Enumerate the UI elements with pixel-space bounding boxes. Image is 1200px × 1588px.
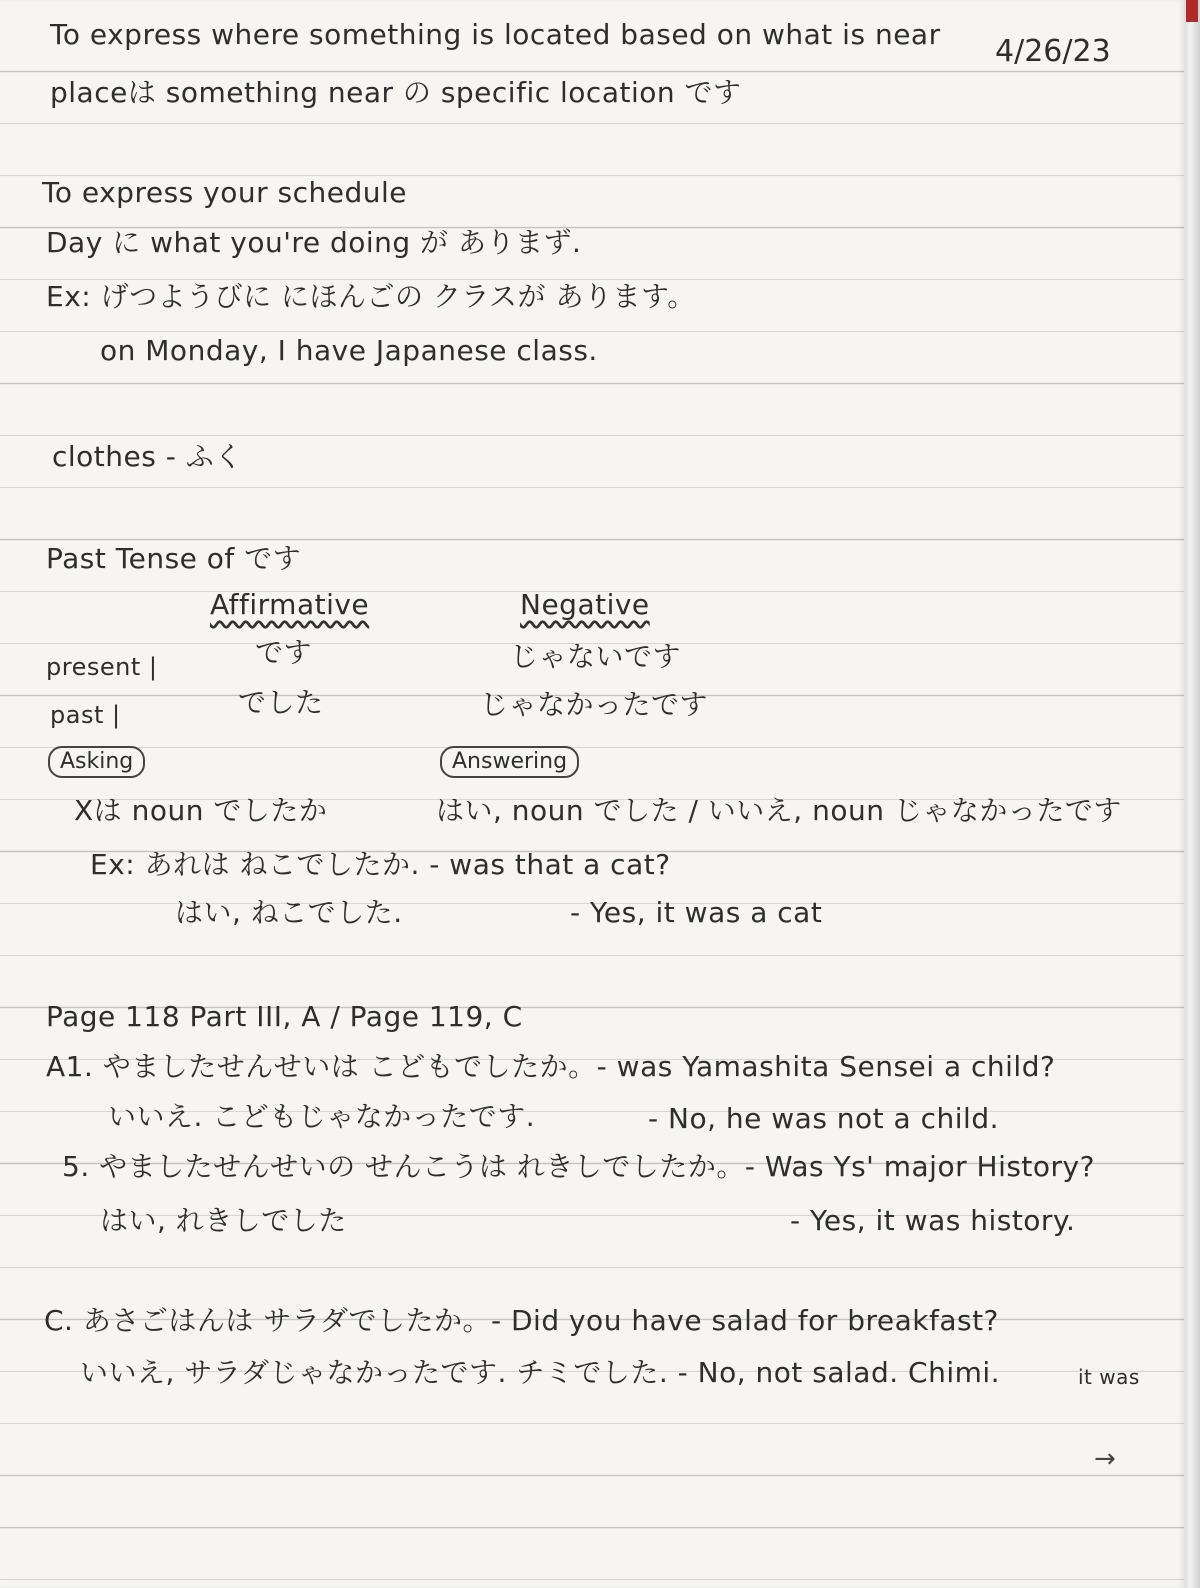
- past-label: past |: [50, 701, 121, 729]
- affirmative-heading: Affirmative: [210, 588, 370, 621]
- note-line-7: clothes - ふく: [52, 440, 243, 473]
- continue-arrow: →: [1094, 1444, 1116, 1474]
- note-line-12: Page 118 Part III, A / Page 119, C: [46, 1000, 523, 1033]
- note-line-11: はい, ねこでした.: [175, 896, 403, 929]
- notebook-binding: [1184, 0, 1200, 1588]
- note-line-14: いいえ. こどもじゃなかったです.: [108, 1100, 536, 1133]
- note-line-9: Xは noun でしたか: [74, 794, 328, 827]
- note-line-18: いいえ, サラダじゃなかったです. チミでした. - No, not salad. Chimi.: [80, 1356, 1001, 1389]
- note-line-1: To express where something is located based on what is near: [50, 18, 941, 51]
- note-line-16b: - Yes, it was history.: [790, 1204, 1076, 1237]
- past-affirmative: でした: [238, 686, 324, 719]
- note-line-5: Ex: げつようびに にほんごの クラスが あります。: [46, 280, 696, 313]
- note-line-6: on Monday, I have Japanese class.: [100, 334, 598, 367]
- present-affirmative: です: [255, 636, 313, 669]
- note-line-9b: はい, noun でした / いいえ, noun じゃなかったです: [436, 794, 1122, 827]
- note-line-3: To express your schedule: [42, 176, 407, 209]
- note-line-2: placeは something near の specific location です: [50, 76, 742, 109]
- note-line-17: C. あさごはんは サラダでしたか。- Did you have salad for breakfast?: [44, 1304, 999, 1337]
- note-line-11b: - Yes, it was a cat: [570, 896, 823, 929]
- note-line-14b: - No, he was not a child.: [648, 1102, 999, 1135]
- ribbon-mark: [1186, 0, 1198, 22]
- note-line-15: 5. やましたせんせいの せんこうは れきしでしたか。- Was Ys' major History?: [62, 1150, 1095, 1183]
- note-date: 4/26/23: [995, 34, 1111, 69]
- note-line-16: はい, れきしでした: [100, 1204, 347, 1237]
- answering-label: Answering: [440, 746, 579, 778]
- note-line-13: A1. やましたせんせいは こどもでしたか。- was Yamashita Sensei a child?: [46, 1050, 1056, 1083]
- note-line-4: Day に what you're doing が ありまず.: [46, 226, 582, 259]
- note-line-8: Past Tense of です: [46, 542, 302, 575]
- note-line-18b: it was: [1078, 1365, 1140, 1389]
- present-label: present |: [46, 653, 158, 681]
- present-negative: じゃないです: [510, 640, 682, 673]
- note-line-10: Ex: あれは ねこでしたか. - was that a cat?: [90, 848, 671, 881]
- negative-heading: Negative: [520, 588, 650, 621]
- asking-label: Asking: [48, 746, 145, 778]
- past-negative: じゃなかったです: [480, 688, 709, 721]
